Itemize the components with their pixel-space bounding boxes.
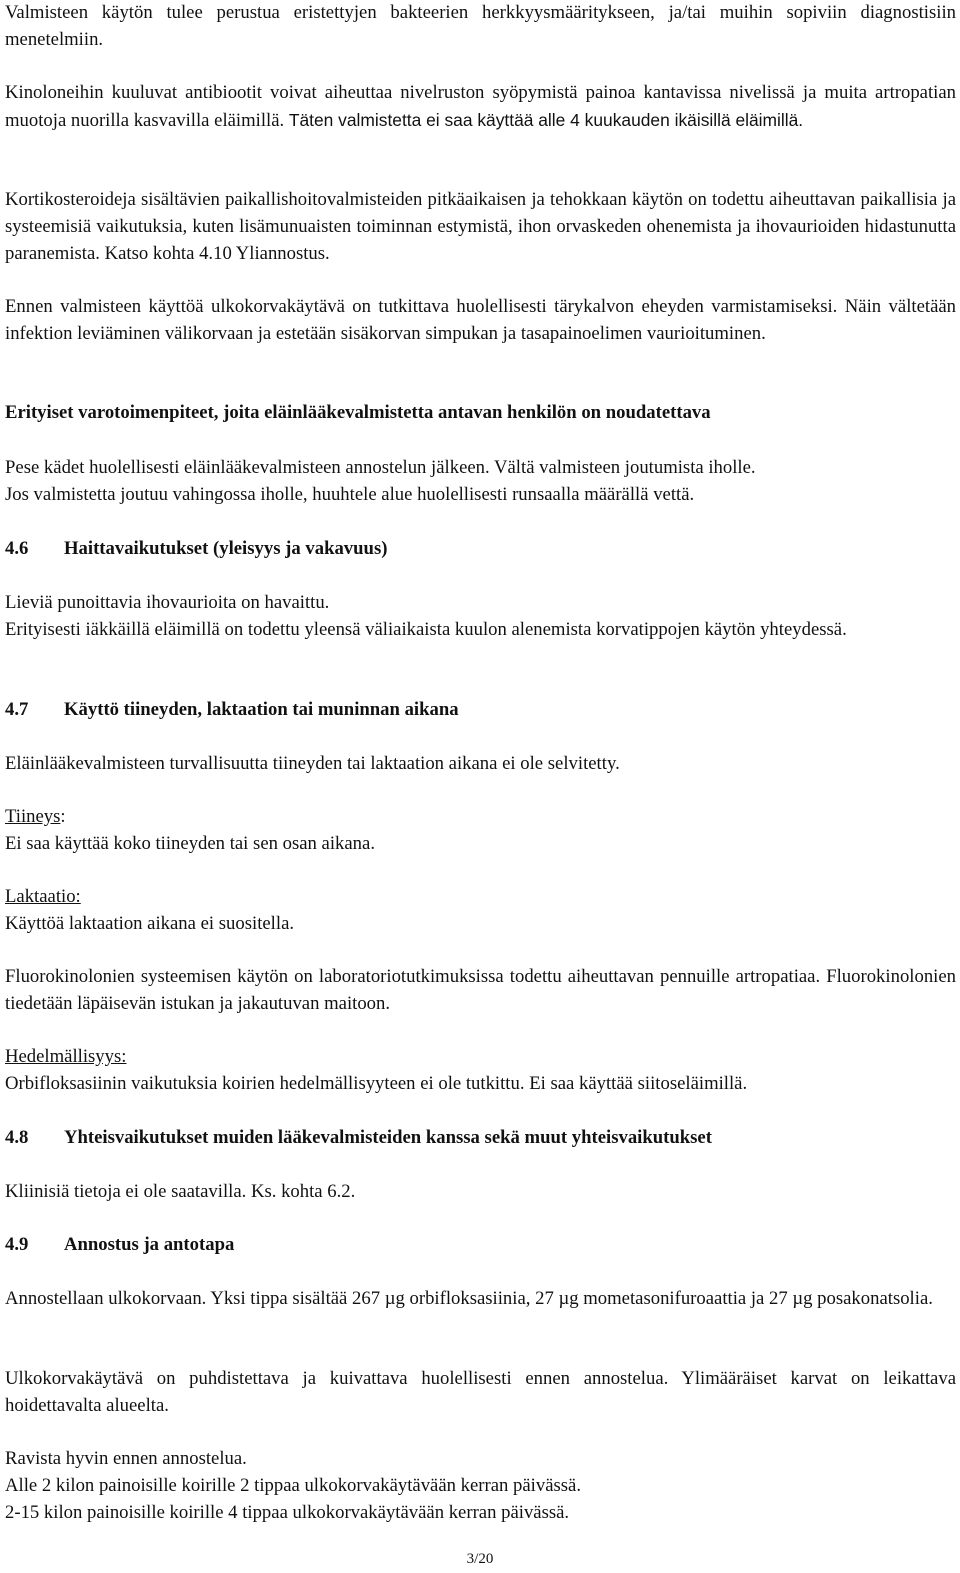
lactation-label: Laktaatio: (5, 886, 81, 907)
paragraph-pregnancy-safety: Eläinlääkevalmisteen turvallisuutta tiineyden tai laktaation aikana ei ole selvitetty. (5, 753, 620, 774)
paragraph-lactation (5, 884, 956, 938)
fertility-label: Hedelmällisyys: (5, 1046, 127, 1067)
heading-4-9 (5, 1232, 956, 1259)
kinolones-text: Kinoloneihin kuuluvat antibiootit voivat aiheuttaa nivelruston syöpymistä painoa kantavissa nivelissä ja muita artropatian muotoja nuorilla kasvavilla eläimillä. (5, 82, 956, 131)
paragraph-diagnostics: Valmisteen käytön tulee perustua eristettyjen bakteerien herkkyysmääritykseen, ja/tai muihin sopiviin diagnostisiin menetelmiin. (5, 2, 956, 50)
heading-4-7 (5, 697, 956, 724)
section-number: 4.7 (5, 699, 29, 720)
pregnancy-label-colon: : (60, 806, 66, 827)
paragraph-fertility (5, 1044, 956, 1098)
section-number: 4.6 (5, 538, 29, 559)
pregnancy-label: Tiineys (5, 806, 61, 827)
paragraph-pregnancy (5, 804, 956, 858)
dosing-line-under-2kg: Alle 2 kilon painoisille koirille 2 tippaa ulkokorvakäytävään kerran päivässä. (5, 1474, 582, 1496)
dosing-line-shake: Ravista hyvin ennen annostelua. (5, 1448, 247, 1469)
eardrum-check: Ennen valmisteen käyttöä ulkokorvakäytävä on tutkittava huolellisesti tärykalvon eheyden varmistamiseksi. (5, 296, 838, 317)
paragraph-dosing-instructions (5, 1446, 956, 1526)
paragraph-kinolones (5, 80, 956, 135)
paragraph-adverse-2: Erityisesti iäkkäillä eläimillä on todettu yleensä väliaikaista kuulon alenemista korvatippojen käytön yhteydessä. (5, 619, 847, 640)
section-number: 4.9 (5, 1234, 29, 1255)
paragraph-cleaning: Ulkokorvakäytävä on puhdistettava ja kuivattava huolellisesti ennen annostelua. Ylimääräiset karvat on leikattava hoidettavalta alueelta. (5, 1368, 956, 1416)
heading-special-precautions: Erityiset varotoimenpiteet, joita eläinlääkevalmistetta antavan henkilön on noudatettava (5, 402, 711, 423)
paragraph-handling (5, 455, 956, 509)
section-number: 4.8 (5, 1127, 29, 1148)
section-title: Annostus ja antotapa (64, 1234, 235, 1255)
paragraph-adverse-1: Lieviä punoittavia ihovaurioita on havaittu. (5, 592, 330, 613)
page-number: 3/20 (466, 1551, 494, 1567)
dosing-line-2-15kg: 2-15 kilon painoisille koirille 4 tippaa ulkokorvakäytävään kerran päivässä. (5, 1501, 570, 1523)
paragraph-interactions: Kliinisiä tietoja ei ole saatavilla. Ks. kohta 6.2. (5, 1181, 356, 1202)
section-title: Yhteisvaikutukset muiden lääkevalmisteiden kanssa sekä muut yhteisvaikutukset (64, 1127, 712, 1148)
paragraph-dosage: Annostellaan ulkokorvaan. Yksi tippa sisältää 267 µg orbifloksasiinia, 27 µg mometasonifuroaattia ja 27 µg posakonatsolia. (5, 1288, 933, 1309)
pregnancy-text: Ei saa käyttää koko tiineyden tai sen osan aikana. (5, 832, 375, 854)
heading-4-8 (5, 1125, 956, 1152)
paragraph-eardrum (5, 294, 956, 348)
fertility-text: Orbifloksasiinin vaikutuksia koirien hedelmällisyyteen ei ole tutkittu. Ei saa käyttää siitoseläimillä. (5, 1072, 748, 1094)
lactation-text: Käyttöä laktaation aikana ei suositella. (5, 912, 295, 934)
eardrum-reason: Näin vältetään infektion leviäminen välikorvaan ja estetään sisäkorvan simpukan ja tasapainoelimen vaurioituminen. (5, 296, 956, 344)
paragraph-fluoroquinolones: Fluorokinolonien systeemisen käytön on laboratoriotutkimuksissa todettu aiheuttavan pennuille artropatiaa. Fluorokinolonien tiedetään läpäisevän istukan ja jakautuvan maitoon. (5, 966, 956, 1014)
kinolones-age-restriction: Täten valmistetta ei saa käyttää alle 4 kuukauden ikäisillä eläimillä. (288, 109, 804, 130)
handling-line-2: Jos valmistetta joutuu vahingossa iholle, huuhtele alue huolellisesti runsaalla määrällä vettä. (5, 483, 695, 505)
section-title: Haittavaikutukset (yleisyys ja vakavuus) (64, 538, 388, 559)
section-title: Käyttö tiineyden, laktaation tai muninnan aikana (64, 699, 459, 720)
heading-4-6 (5, 536, 956, 563)
paragraph-corticosteroids: Kortikosteroideja sisältävien paikallishoitovalmisteiden pitkäaikaisen ja tehokkaan käytön on todettu aiheuttavan paikallisia ja systeemisiä vaikutuksia, kuten lisämunuaisten toiminnan estymistä, ihon orvaskeden ohenemista ja ihovaurioiden hidastunutta paranemista. Katso kohta 4.10 Yliannostus. (5, 189, 956, 264)
handling-line-1: Pese kädet huolellisesti eläinlääkevalmisteen annostelun jälkeen. Vältä valmisteen joutumista iholle. (5, 457, 756, 478)
